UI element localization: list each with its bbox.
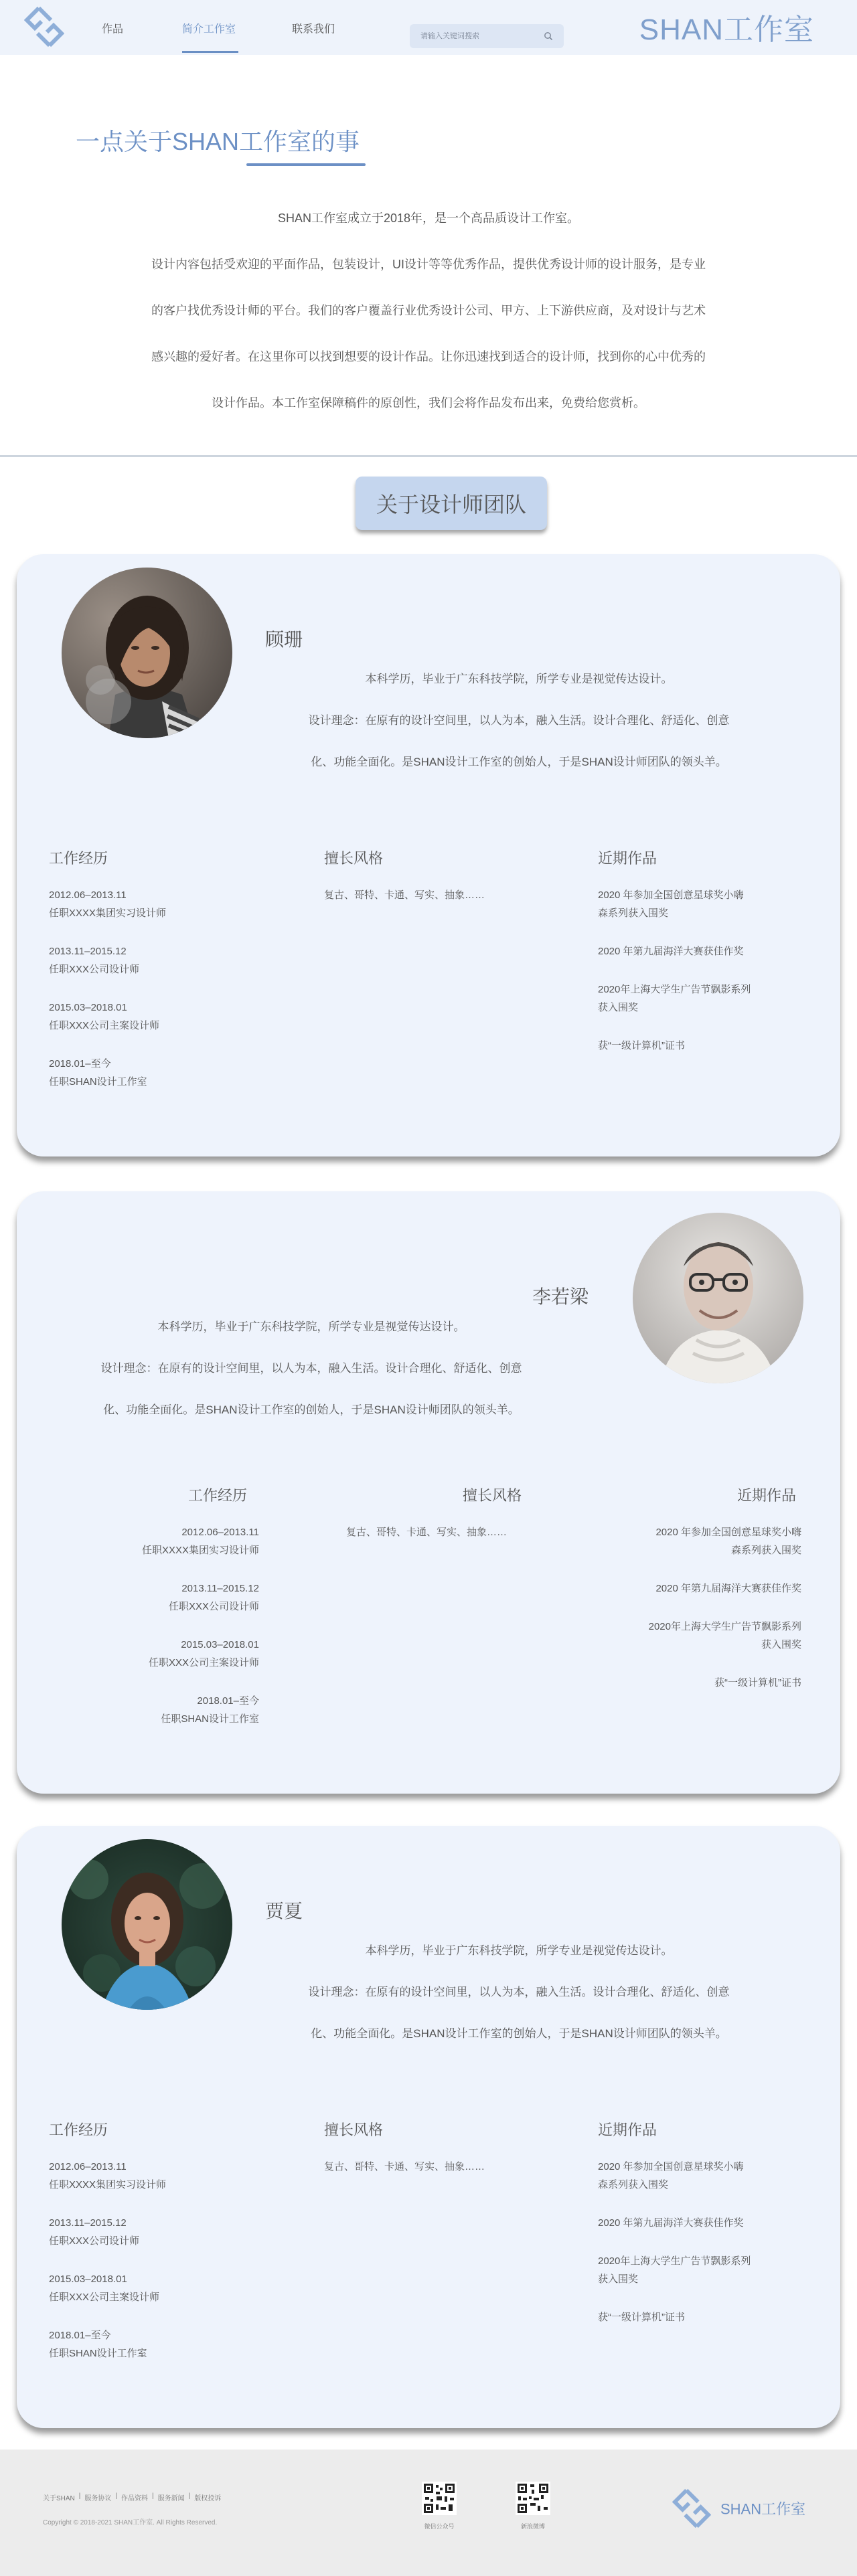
experience-item: 2018.01–至今 任职SHAN设计工作室 [161, 1695, 259, 1725]
works-item: 2020 年第九届海洋大赛获佳作奖 [598, 946, 744, 957]
style-text: 复古、哥特、卡通、写实、抽象…… [324, 2161, 485, 2172]
intro-line: 感兴趣的爱好者。在这里你可以找到想要的设计作品。让你迅速找到适合的设计师，找到你的心中优秀的 [151, 350, 706, 363]
works-heading: 近期作品 [598, 850, 657, 867]
works-list [619, 1523, 801, 1712]
experience-heading: 工作经历 [49, 850, 108, 867]
style-heading: 擅长风格 [324, 850, 384, 867]
shan-logo-icon [672, 2487, 711, 2530]
designer-bio [57, 1306, 566, 1431]
avatar-designer-1 [62, 568, 232, 738]
weibo-qr-label: 新浪微博 [520, 2523, 545, 2530]
wechat-qr-icon [422, 2482, 457, 2515]
bio-line: 设计理念：在原有的设计空间里，以人为本，融入生活。设计合理化、舒适化、创意 [308, 714, 730, 727]
avatar-designer-3 [62, 1839, 232, 2010]
nav-contact[interactable]: 联系我们 [292, 23, 335, 35]
experience-item: 2015.03–2018.01 任职XXX公司主案设计师 [49, 2273, 160, 2303]
bio-line: 化、功能全面化。是SHAN设计工作室的创始人，于是SHAN设计师团队的领头羊。 [311, 2027, 727, 2040]
nav-works[interactable]: 作品 [102, 23, 124, 35]
works-item: 2020 年参加全国创意星球奖小嗨 森系列获入围奖 [598, 2161, 744, 2191]
works-item: 2020 年参加全国创意星球奖小嗨 森系列获入围奖 [598, 889, 744, 919]
footer-link-copyright[interactable]: 版权投诉 [194, 2495, 222, 2502]
footer-separator: | [115, 2492, 118, 2500]
works-item: 2020 年第九届海洋大赛获佳作奖 [598, 2217, 744, 2229]
footer-copyright: Copyright © 2018-2021 SHAN工作室. All Rights Reserved. [43, 2519, 218, 2526]
experience-item: 2018.01–至今 任职SHAN设计工作室 [49, 1058, 147, 1088]
footer-separator: | [188, 2492, 191, 2500]
designer-name: 贾夏 [265, 1901, 303, 1921]
intro-paragraph [60, 195, 797, 426]
nav-studio-intro[interactable]: 简介工作室 [182, 23, 236, 35]
search-bar[interactable] [410, 24, 564, 48]
avatar-designer-2 [633, 1213, 803, 1383]
experience-item: 2015.03–2018.01 任职XXX公司主案设计师 [49, 1002, 160, 1031]
section-divider [0, 455, 857, 457]
nav-active-underline [182, 51, 238, 53]
bio-line: 本科学历，毕业于广东科技学院，所学专业是视觉传达设计。 [365, 1944, 673, 1957]
weibo-qr-icon [516, 2482, 550, 2515]
designer-card-1 [17, 554, 840, 1156]
bio-line: 设计理念：在原有的设计空间里，以人为本，融入生活。设计合理化、舒适化、创意 [308, 1986, 730, 1998]
works-item: 2020年上海大学生广告节飘影系列 获入围奖 [598, 2255, 751, 2285]
designer-card-2 [17, 1191, 840, 1794]
footer-links [43, 2492, 221, 2502]
experience-item: 2012.06–2013.11 任职XXXX集团实习设计师 [141, 1527, 259, 1556]
intro-line: 的客户找优秀设计师的平台。我们的客户覆盖行业优秀设计公司、甲方、上下游供应商，及对设计与艺术 [151, 304, 706, 317]
works-item: 2020年上海大学生广告节飘影系列 获入围奖 [598, 984, 751, 1013]
experience-item: 2012.06–2013.11 任职XXXX集团实习设计师 [49, 2161, 167, 2191]
brand-title: SHAN工作室 [639, 13, 814, 46]
wechat-qr-label: 微信公众号 [424, 2523, 455, 2530]
top-header [0, 0, 857, 55]
works-item: 获“一级计算机”证书 [598, 1040, 685, 1051]
footer-separator: | [152, 2492, 154, 2500]
works-item: 2020 年参加全国创意星球奖小嗨 森系列获入围奖 [655, 1527, 801, 1556]
experience-item: 2013.11–2015.12 任职XXX公司设计师 [49, 946, 140, 975]
works-item: 2020 年第九届海洋大赛获佳作奖 [655, 1583, 801, 1594]
team-section-badge: 关于设计师团队 [356, 477, 547, 530]
bio-line: 本科学历，毕业于广东科技学院，所学专业是视觉传达设计。 [157, 1320, 465, 1333]
experience-item: 2018.01–至今 任职SHAN设计工作室 [49, 2330, 147, 2359]
experience-item: 2013.11–2015.12 任职XXX公司设计师 [168, 1583, 259, 1612]
experience-heading: 工作经历 [188, 1487, 248, 1504]
bio-line: 设计理念：在原有的设计空间里，以人为本，融入生活。设计合理化、舒适化、创意 [100, 1362, 522, 1375]
style-text: 复古、哥特、卡通、写实、抽象…… [346, 1527, 508, 1538]
style-heading: 擅长风格 [324, 2122, 384, 2138]
footer-brand: SHAN工作室 [720, 2500, 806, 2518]
search-icon[interactable] [544, 31, 553, 41]
footer-separator: | [78, 2492, 81, 2500]
experience-list [49, 2158, 166, 2383]
experience-item: 2015.03–2018.01 任职XXX公司主案设计师 [148, 1639, 259, 1668]
bio-line: 化、功能全面化。是SHAN设计工作室的创始人，于是SHAN设计师团队的领头羊。 [311, 756, 727, 768]
footer-link-works[interactable]: 作品资料 [121, 2495, 149, 2502]
works-heading: 近期作品 [737, 1487, 797, 1504]
works-list [598, 886, 751, 1075]
works-item: 2020年上海大学生广告节飘影系列 获入围奖 [648, 1621, 801, 1650]
works-item: 获“一级计算机”证书 [714, 1677, 801, 1689]
designer-name: 李若梁 [532, 1286, 589, 1307]
experience-list [97, 1523, 259, 1748]
designer-bio [264, 1930, 773, 2055]
experience-item: 2013.11–2015.12 任职XXX公司设计师 [49, 2217, 140, 2247]
designer-bio [264, 659, 773, 783]
intro-heading: 一点关于SHAN工作室的事 [76, 128, 360, 155]
experience-heading: 工作经历 [49, 2122, 108, 2138]
style-text: 复古、哥特、卡通、写实、抽象…… [324, 889, 485, 901]
works-list [598, 2158, 751, 2346]
experience-list [49, 886, 166, 1111]
bio-line: 化、功能全面化。是SHAN设计工作室的创始人，于是SHAN设计师团队的领头羊。 [103, 1403, 520, 1416]
footer-link-about[interactable]: 关于SHAN [43, 2495, 75, 2502]
page-footer [0, 2450, 857, 2576]
bio-line: 本科学历，毕业于广东科技学院，所学专业是视觉传达设计。 [365, 673, 673, 685]
style-heading: 擅长风格 [463, 1487, 522, 1504]
search-input[interactable] [420, 32, 544, 40]
footer-link-agreement[interactable]: 服务协议 [84, 2495, 112, 2502]
experience-item: 2012.06–2013.11 任职XXXX集团实习设计师 [49, 889, 167, 919]
designer-card-3 [17, 1826, 840, 2428]
intro-heading-underline [246, 163, 366, 166]
works-heading: 近期作品 [598, 2122, 657, 2138]
intro-line: 设计作品。本工作室保障稿件的原创性，我们会将作品发布出来，免费给您赏析。 [212, 396, 645, 410]
footer-link-news[interactable]: 服务新闻 [157, 2495, 185, 2502]
shan-logo-icon[interactable] [24, 5, 64, 48]
designer-name: 顾珊 [265, 629, 303, 650]
works-item: 获“一级计算机”证书 [598, 2312, 685, 2323]
intro-line: SHAN工作室成立于2018年，是一个高品质设计工作室。 [277, 211, 580, 225]
intro-line: 设计内容包括受欢迎的平面作品，包装设计，UI设计等等优秀作品，提供优秀设计师的设计服务，是专业 [151, 258, 706, 271]
